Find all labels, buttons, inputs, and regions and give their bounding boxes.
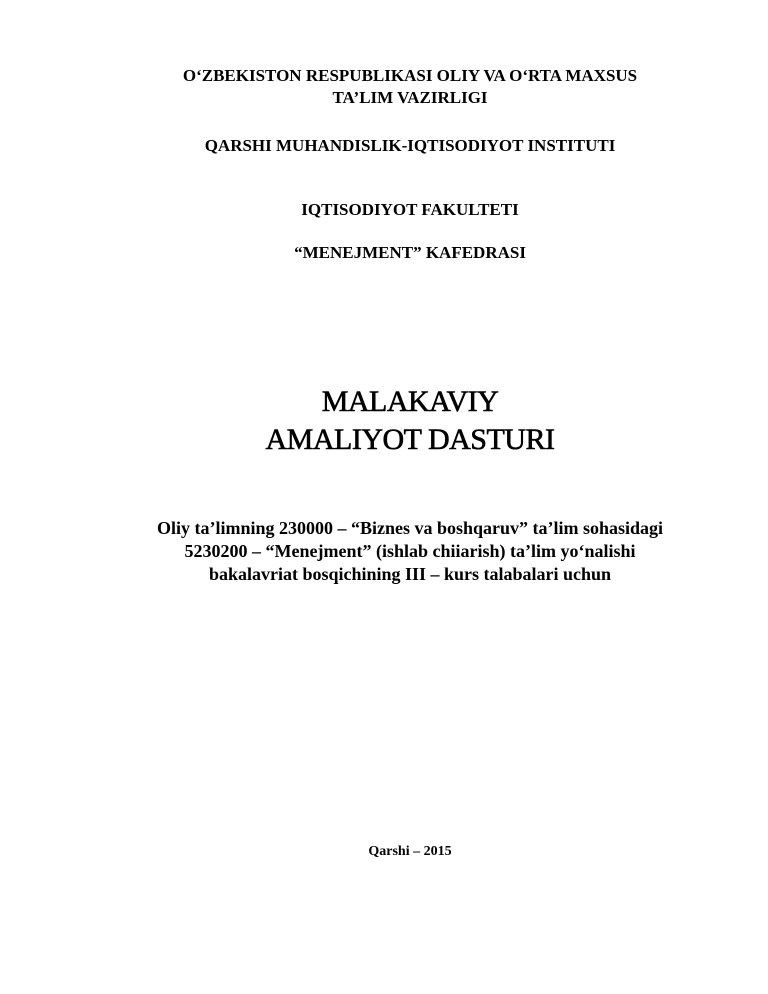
document-title-line-2: AMALIYOT DASTURI xyxy=(265,423,555,456)
department-name: “MENEJMENT” KAFEDRASI xyxy=(294,243,526,262)
subtitle-line-1: Oliy ta’limning 230000 – “Biznes va boshqaruv” ta’lim sohasidagi xyxy=(156,518,664,538)
subtitle-line-3: bakalavriat bosqichining III – kurs talabalari uchun xyxy=(208,564,612,584)
document-title-line-1: MALAKAVIY xyxy=(321,385,499,418)
ministry-line-1: O‘ZBEKISTON RESPUBLIKASI OLIY VA O‘RTA MAXSUS xyxy=(182,66,638,85)
institute-name: QARSHI MUHANDISLIK-IQTISODIYOT INSTITUTI xyxy=(204,136,616,155)
ministry-line-2: TA’LIM VAZIRLIGI xyxy=(332,88,488,107)
subtitle-line-2: 5230200 – “Menejment” (ishlab chiiarish) ta’lim yo‘nalishi xyxy=(184,541,636,561)
place-and-year: Qarshi – 2015 xyxy=(368,844,452,859)
faculty-name: IQTISODIYOT FAKULTETI xyxy=(301,200,519,219)
